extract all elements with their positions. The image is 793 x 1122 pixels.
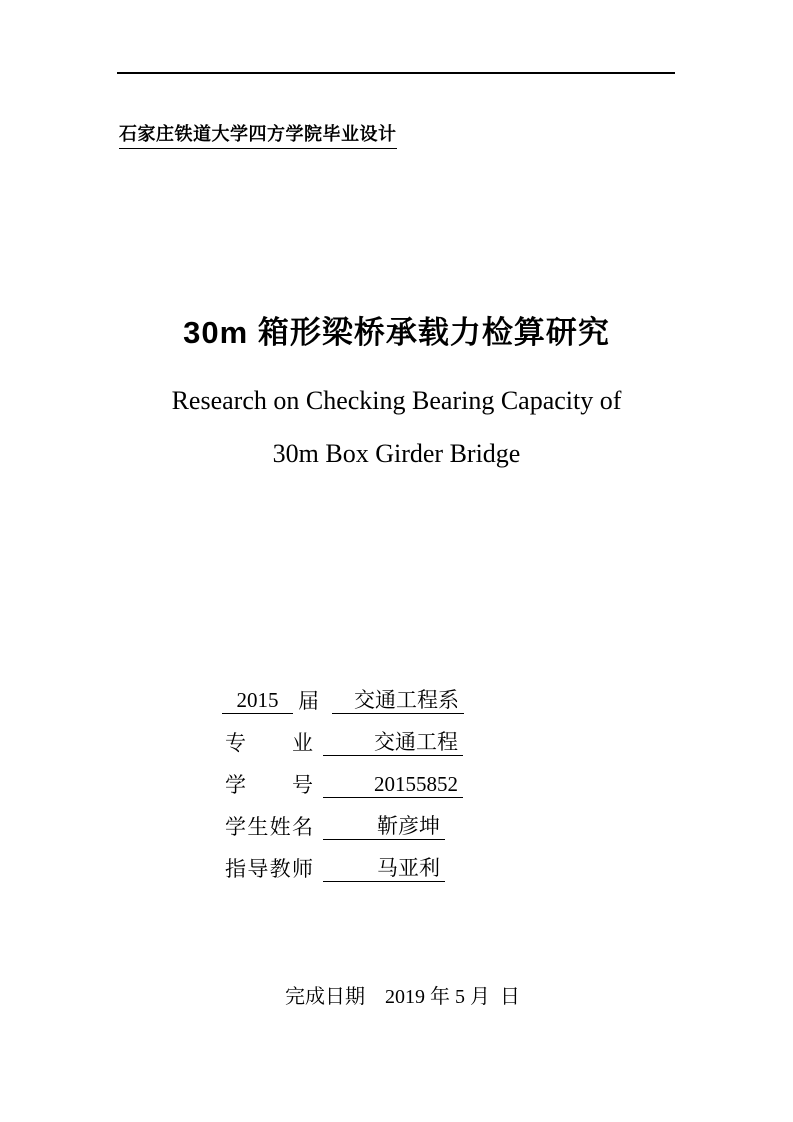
title-english-line2: 30m Box Girder Bridge xyxy=(272,439,521,468)
advisor-field: 马亚利 xyxy=(323,855,445,882)
department-field: 交通工程系 xyxy=(332,687,464,714)
year-field: 2015 xyxy=(222,687,293,714)
title-english xyxy=(0,374,793,480)
student-info-block xyxy=(222,684,464,894)
title-english-line1: Research on Checking Bearing Capacity of xyxy=(171,386,622,415)
student-id-label: 学 号 xyxy=(225,773,313,797)
student-id-field: 20155852 xyxy=(323,771,463,798)
info-row-major xyxy=(222,726,464,756)
info-row-student-id xyxy=(222,768,464,798)
student-name-label: 学生姓名 xyxy=(225,815,313,839)
info-row-student-name xyxy=(222,810,464,840)
year-suffix-label: 届 xyxy=(298,689,319,713)
major-label: 专 业 xyxy=(225,731,313,755)
top-rule xyxy=(117,72,675,74)
completion-date: 完成日期 2019 年 5 月 日 xyxy=(285,986,520,1008)
advisor-label: 指导教师 xyxy=(225,857,313,881)
info-row-advisor xyxy=(222,852,464,882)
title-chinese: 30m 箱形梁桥承载力检算研究 xyxy=(183,315,610,350)
major-field: 交通工程 xyxy=(323,729,463,756)
institution-header: 石家庄铁道大学四方学院毕业设计 xyxy=(119,120,397,149)
student-name-field: 靳彦坤 xyxy=(323,813,445,840)
info-row-year xyxy=(222,684,464,714)
